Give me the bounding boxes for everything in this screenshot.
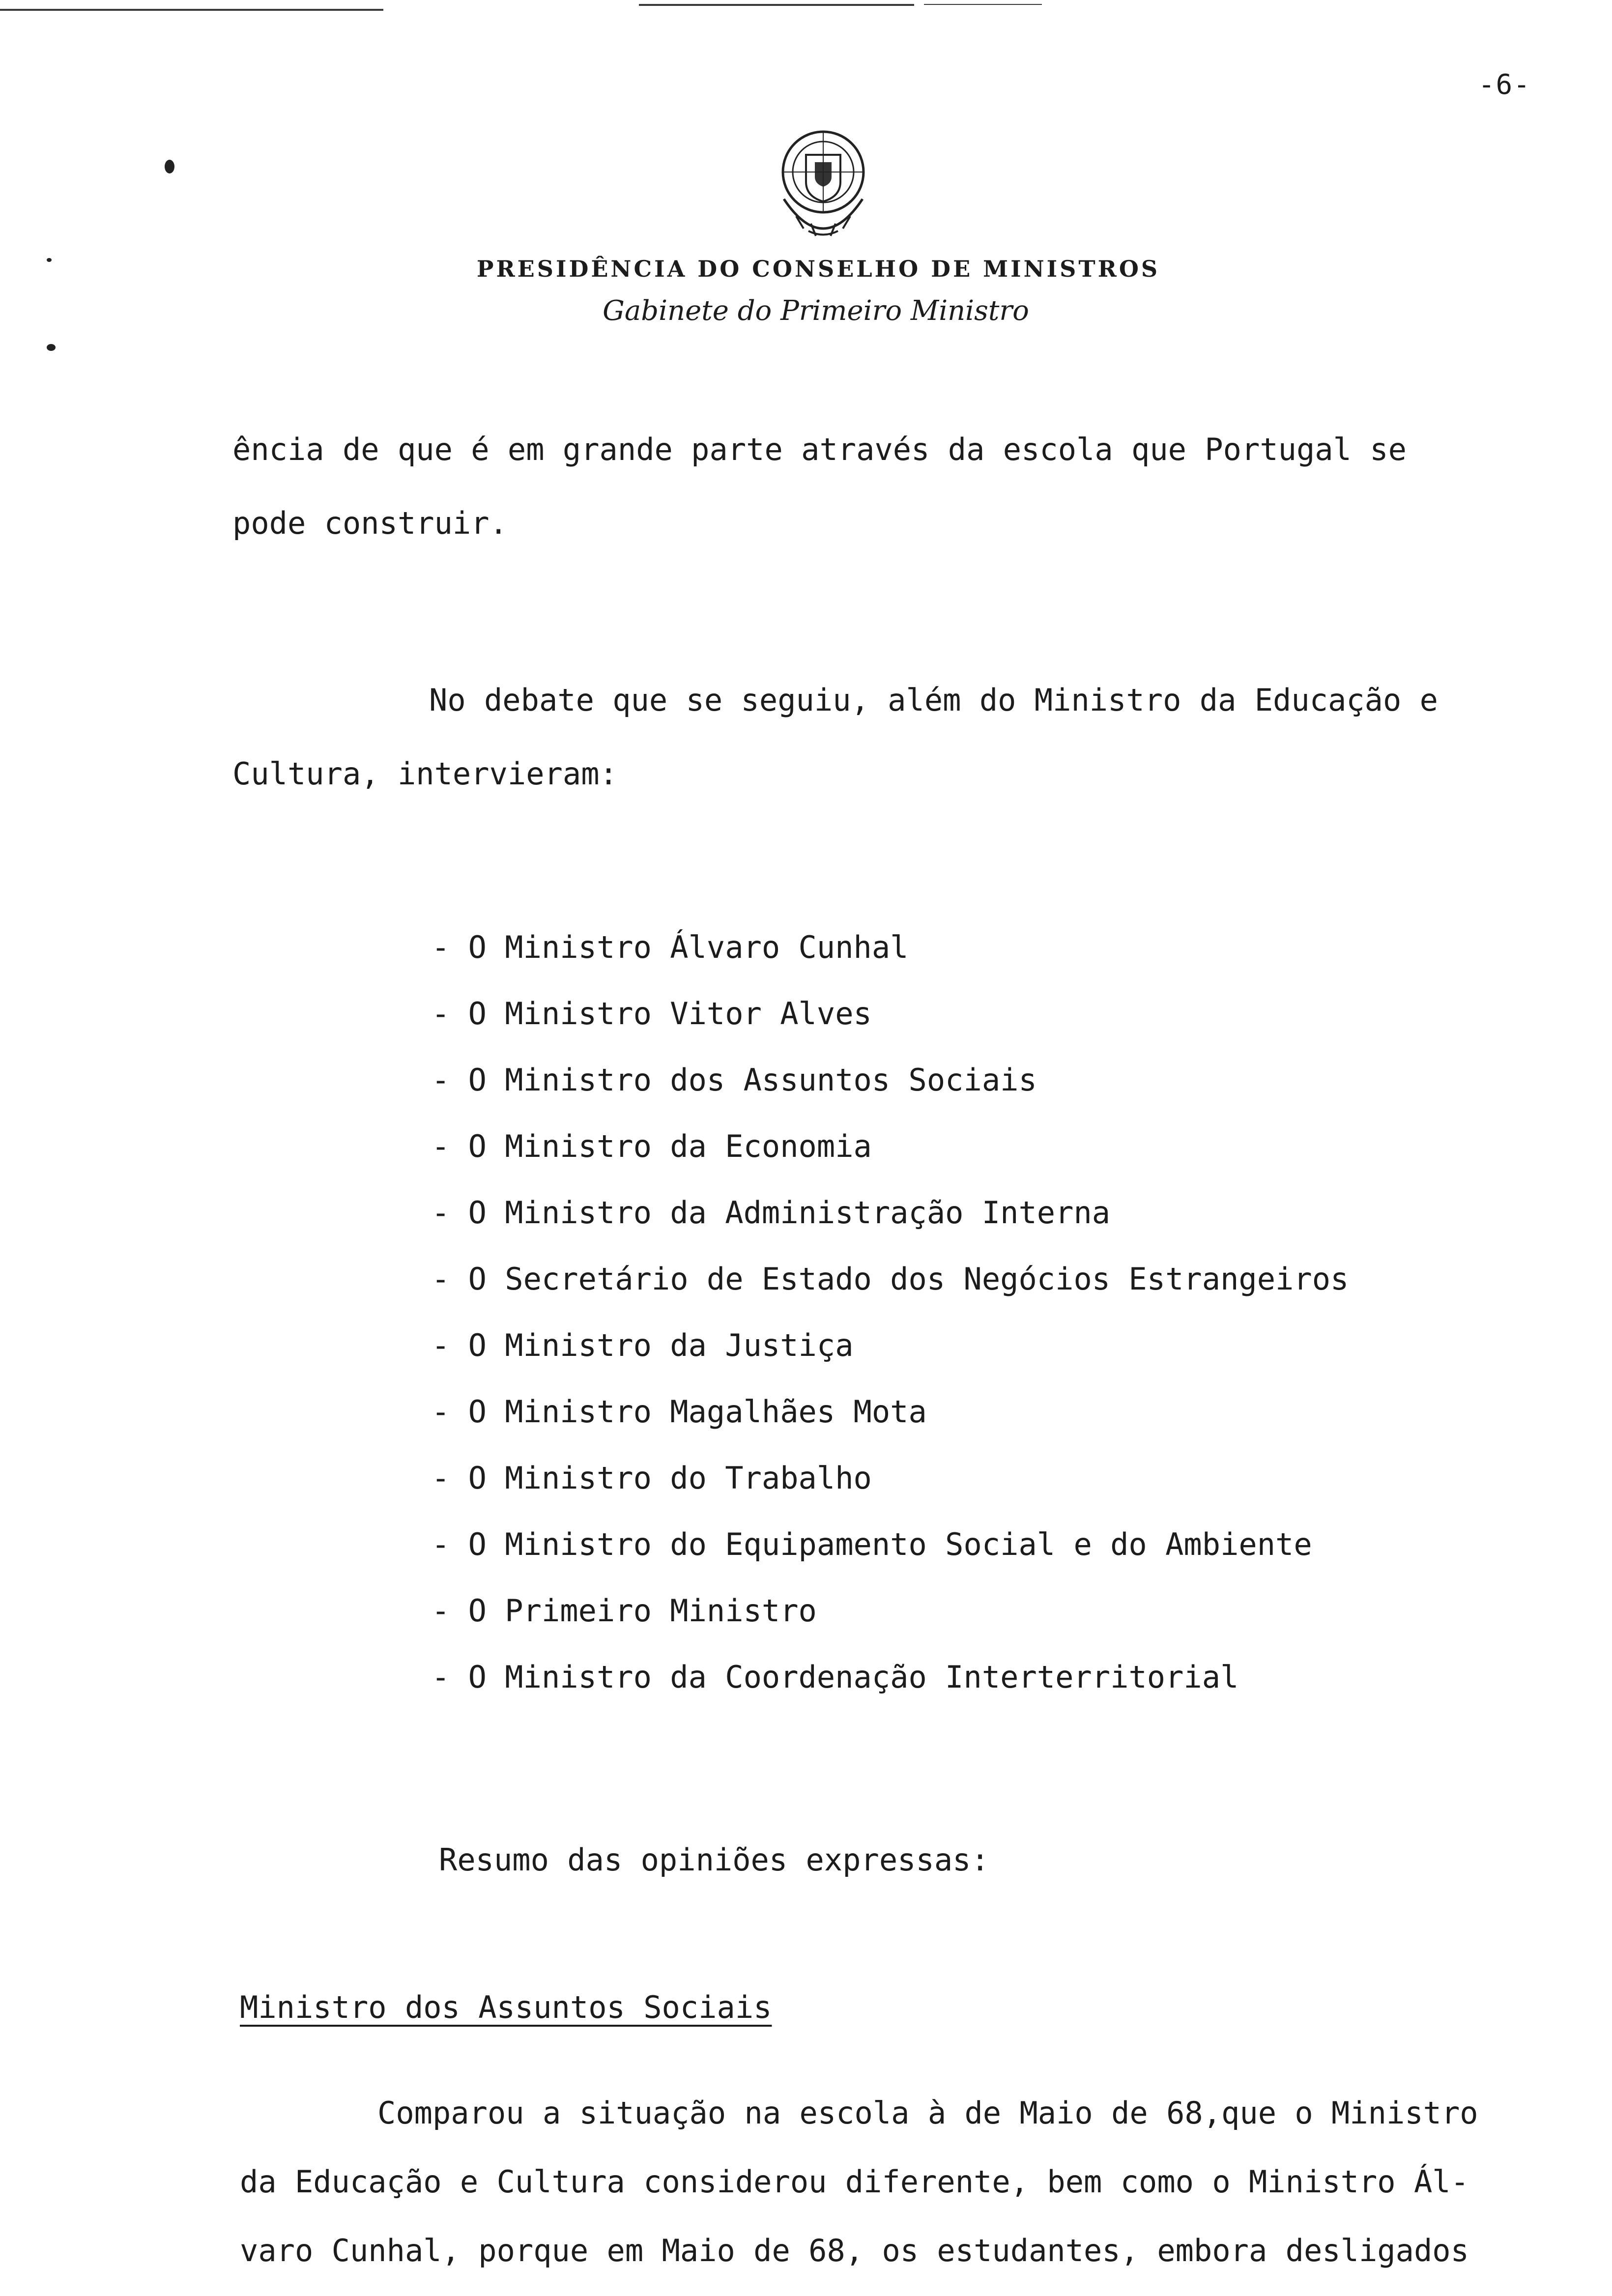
participant-item: - O Ministro dos Assuntos Sociais [432,1047,1540,1113]
section-heading: Ministro dos Assuntos Sociais [240,1989,772,2025]
organization-title: PRESIDÊNCIA DO CONSELHO DE MINISTROS [476,256,1160,282]
participant-item: - O Ministro da Administração Interna [432,1179,1540,1246]
participant-item: - O Ministro da Coordenação Interterritorial [432,1644,1540,1710]
participant-item: - O Ministro do Equipamento Social e do Ambiente [432,1511,1540,1578]
continuation-line: pode construir. [232,505,508,541]
paragraph-line: varo Cunhal, porque em Maio de 68, os estudantes, embora desligados [240,2233,1469,2268]
participant-item: - O Ministro do Trabalho [432,1445,1540,1511]
coat-of-arms-icon [767,125,880,243]
scan-speck [47,344,56,351]
participant-item: - O Ministro Vitor Alves [432,980,1540,1047]
scan-edge-line [0,9,383,11]
participant-item: - O Ministro da Justiça [432,1312,1540,1378]
office-subtitle: Gabinete do Primeiro Ministro [603,295,1029,327]
participant-item: - O Ministro da Economia [432,1113,1540,1179]
summary-heading: Resumo das opiniões expressas: [439,1842,989,1878]
participant-item: - O Secretário de Estado dos Negócios Estrangeiros [432,1246,1540,1312]
scan-edge-line [924,4,1042,5]
scan-speck [165,160,174,173]
scan-edge-line [639,4,914,6]
debate-intro-line: No debate que se seguiu, além do Ministro da Educação e [429,682,1438,718]
participant-item: - O Ministro Álvaro Cunhal [432,914,1540,980]
participant-item: - O Primeiro Ministro [432,1578,1540,1644]
participant-item: - O Ministro Magalhães Mota [432,1378,1540,1445]
participants-list [232,914,1540,1710]
continuation-line: ência de que é em grande parte através da escola que Portugal se [232,431,1407,467]
paragraph-line: Comparou a situação na escola à de Maio de 68,que o Ministro [377,2095,1478,2131]
debate-intro-line: Cultura, intervieram: [232,756,618,792]
paragraph [232,2079,1540,2285]
page-number: -6- [1478,69,1531,101]
paragraph-line: da Educação e Cultura considerou diferente, bem como o Ministro Ál- [240,2164,1469,2200]
document-body [232,413,1540,2285]
